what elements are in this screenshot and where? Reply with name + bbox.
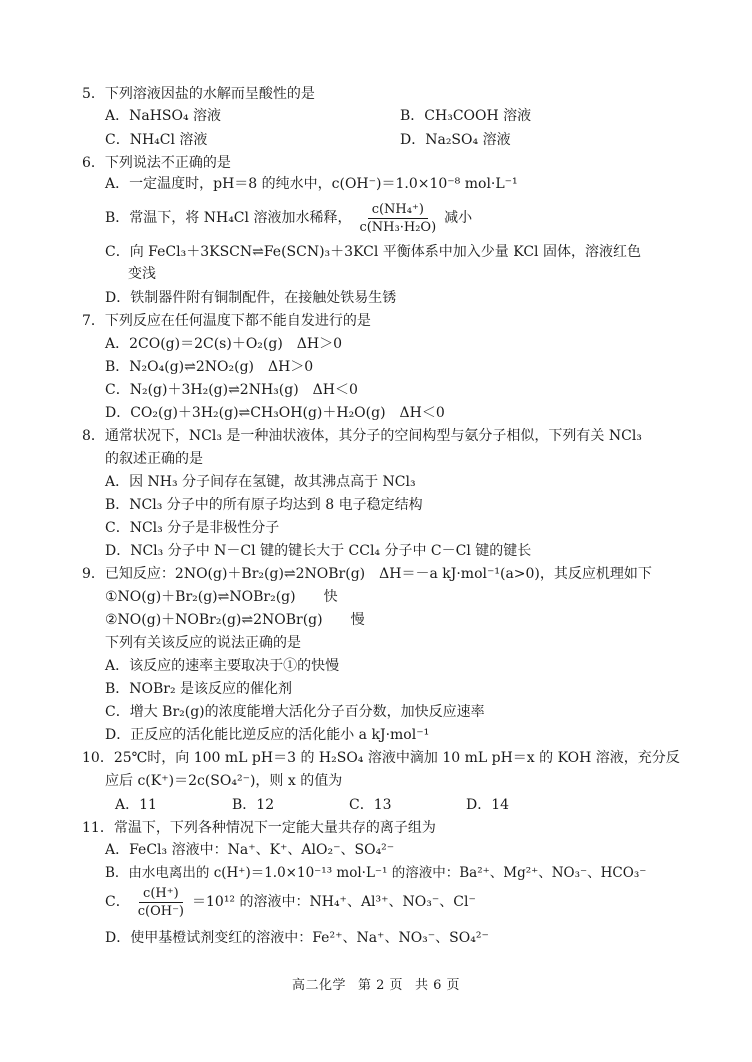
footer-total-pages: 共 6 页 — [415, 978, 461, 993]
q7-option-c: C．N₂(g)＋3H₂(g)⇌2NH₃(g) ΔH＜0 — [105, 382, 358, 398]
q8-option-d: D．NCl₃ 分子中 N－Cl 键的键长大于 CCl₄ 分子中 C－Cl 键的键长 — [105, 543, 532, 559]
q8-stem-line1: 8．通常状况下，NCl₃ 是一种油状液体，其分子的空间构型与氨分子相似，下列有关 NCl₃ — [82, 428, 642, 444]
q9-stem: 9．已知反应：2NO(g)＋Br₂(g)⇌2NOBr(g) ΔH＝－a kJ·mol⁻¹(a>0)，其反应机理如下 — [82, 566, 652, 582]
q6-fraction — [355, 201, 440, 236]
q5-option-a: A．NaHSO₄ 溶液 — [105, 108, 222, 124]
page-footer — [0, 974, 752, 993]
q9-step-1: ①NO(g)＋Br₂(g)⇌NOBr₂(g) 快 — [105, 589, 338, 605]
q7-option-d: D．CO₂(g)＋3H₂(g)⇌CH₃OH(g)＋H₂O(g) ΔH＜0 — [105, 405, 445, 421]
q10-option-b: B．12 — [232, 797, 275, 813]
q11-option-d: D．使甲基橙试剂变红的溶液中：Fe²⁺、Na⁺、NO₃⁻、SO₄²⁻ — [105, 930, 489, 946]
q10-option-a: A．11 — [115, 797, 157, 813]
q5-stem: 5．下列溶液因盐的水解而呈酸性的是 — [82, 86, 315, 102]
q11-fraction-denominator: c(OH⁻) — [137, 903, 184, 919]
q6-option-b — [105, 200, 472, 236]
q6-fraction-denominator: c(NH₃·H₂O) — [359, 219, 437, 235]
q11-option-a: A．FeCl₃ 溶液中：Na⁺、K⁺、AlO₂⁻、SO₄²⁻ — [105, 842, 395, 858]
q9-option-b: B．NOBr₂ 是该反应的催化剂 — [105, 681, 293, 697]
q6-stem: 6．下列说法不正确的是 — [82, 155, 231, 171]
q9-option-c: C．增大 Br₂(g)的浓度能增大活化分子百分数，加快反应速率 — [105, 704, 485, 720]
q7-option-a: A．2CO(g)＝2C(s)＋O₂(g) ΔH＞0 — [105, 336, 343, 352]
q6-option-c-line1: C．向 FeCl₃＋3KSCN⇌Fe(SCN)₃＋3KCl 平衡体系中加入少量 KCl 固体，溶液红色 — [105, 244, 641, 260]
q11-option-c — [105, 884, 476, 920]
q10-option-d: D．14 — [466, 797, 510, 813]
q9-option-d: D．正反应的活化能比逆反应的活化能小 a kJ·mol⁻¹ — [105, 727, 430, 743]
footer-page-number: 第 2 页 — [357, 978, 403, 993]
q7-option-b: B．N₂O₄(g)⇌2NO₂(g) ΔH＞0 — [105, 359, 314, 375]
q8-option-a: A．因 NH₃ 分子间存在氢键，故其沸点高于 NCl₃ — [105, 474, 416, 490]
q11-stem: 11．常温下，下列各种情况下一定能大量共存的离子组为 — [82, 820, 436, 836]
q11-option-b: B．由水电离出的 c(H⁺)＝1.0×10⁻¹³ mol·L⁻¹ 的溶液中：Ba²⁺、Mg²⁺、NO₃⁻、HCO₃⁻ — [105, 865, 647, 881]
q6-option-c-line2: 变浅 — [128, 266, 156, 282]
q11-fraction — [134, 885, 188, 920]
q9-question: 下列有关该反应的说法正确的是 — [105, 635, 301, 651]
q8-option-b: B．NCl₃ 分子中的所有原子均达到 8 电子稳定结构 — [105, 497, 423, 513]
q6-option-a: A．一定温度时，pH＝8 的纯水中，c(OH⁻)＝1.0×10⁻⁸ mol·L⁻¹ — [105, 176, 518, 192]
footer-subject: 高二化学 — [291, 978, 346, 993]
q8-option-c: C．NCl₃ 分子是非极性分子 — [105, 520, 280, 536]
q5-option-b: B．CH₃COOH 溶液 — [400, 108, 532, 124]
q6-fraction-numerator: c(NH₄⁺) — [368, 201, 428, 219]
q10-option-c: C．13 — [349, 797, 392, 813]
q10-stem-line1: 10．25℃时，向 100 mL pH＝3 的 H₂SO₄ 溶液中滴加 10 mL pH＝x 的 KOH 溶液，充分反 — [82, 750, 680, 766]
q11-option-c-label: C． — [105, 894, 130, 910]
q11-option-c-tail: ＝10¹² 的溶液中：NH₄⁺、Al³⁺、NO₃⁻、Cl⁻ — [192, 894, 476, 910]
q6-option-b-text: B．常温下，将 NH₄Cl 溶液加水稀释， — [105, 210, 352, 226]
q8-stem-line2: 的叙述正确的是 — [105, 451, 203, 467]
q7-stem: 7．下列反应在任何温度下都不能自发进行的是 — [82, 313, 371, 329]
q6-option-d: D．铁制器件附有铜制配件，在接触处铁易生锈 — [105, 290, 397, 306]
q10-stem-line2: 应后 c(K⁺)＝2c(SO₄²⁻)，则 x 的值为 — [105, 773, 343, 789]
q5-option-c: C．NH₄Cl 溶液 — [105, 132, 208, 148]
q9-option-a: A．该反应的速率主要取决于①的快慢 — [105, 658, 340, 674]
q5-option-d: D．Na₂SO₄ 溶液 — [400, 132, 511, 148]
q11-fraction-numerator: c(H⁺) — [139, 885, 183, 903]
q6-option-b-tail: 减小 — [444, 210, 473, 226]
q9-step-2: ②NO(g)＋NOBr₂(g)⇌2NOBr(g) 慢 — [105, 612, 365, 628]
